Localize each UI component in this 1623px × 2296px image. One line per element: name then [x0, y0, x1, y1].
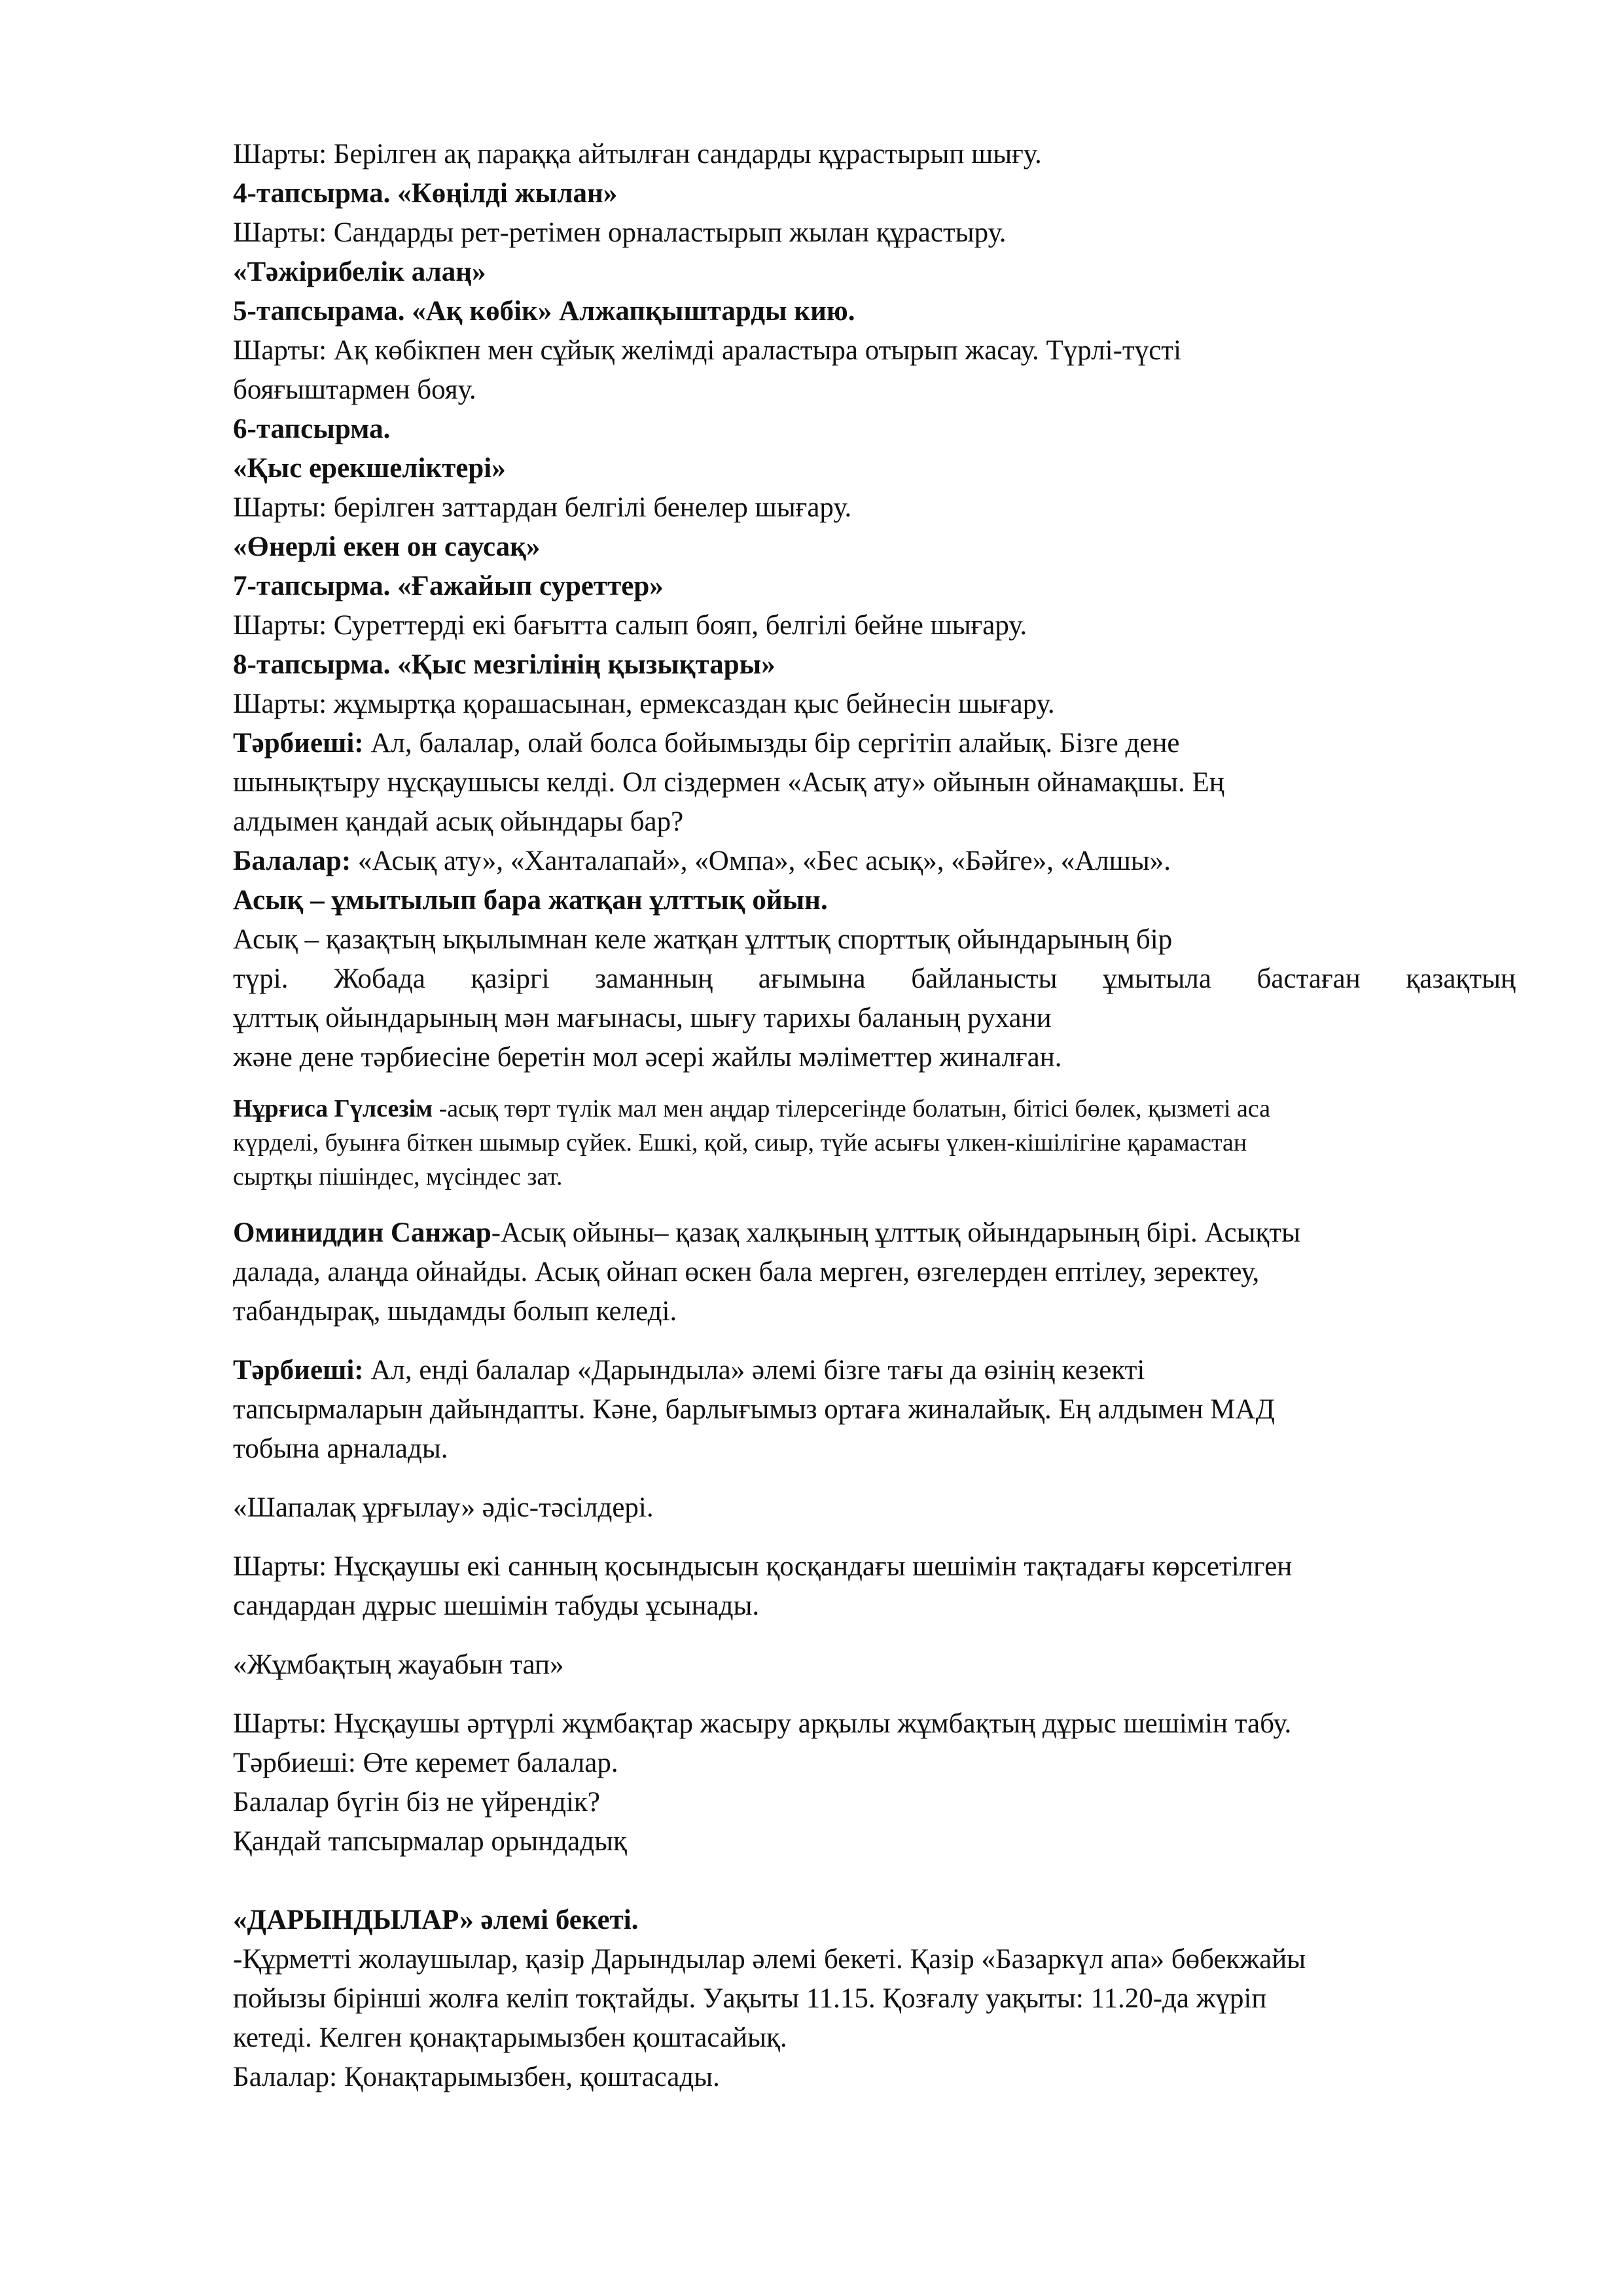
text-line: Балалар: Қонақтарымызбен, қоштасады. — [233, 2062, 720, 2092]
text-line: тапсырмаларын дайындапты. Кәне, барлығымыз ортаға жиналайық. Ең алдымен МАД — [233, 1394, 1275, 1425]
condition-paragraph — [233, 1547, 1516, 1626]
text-line: Шарты: жұмыртқа қорашасынан, ермексаздан қыс бейнесін шығару. — [233, 689, 1055, 719]
text-line: -Құрметті жолаушылар, қазір Дарындылар әлемі бекеті. Қазір «Базаркүл апа» бөбекжайы — [233, 1944, 1306, 1975]
text-line: Қандай тапсырмалар орындадық — [233, 1826, 627, 1857]
section-heading: «Өнерлі екен он саусақ» — [233, 531, 541, 562]
text-line: күрделі, буынға біткен шымыр сүйек. Ешкі, қой, сиыр, түйе асығы үлкен-кішілігіне қарамастан — [233, 1129, 1247, 1157]
task-heading: 5-тапсырама. «Ақ көбік» Алжапқыштарды кию. — [233, 296, 855, 327]
text-line: Тәрбиеші: Өте керемет балалар. — [233, 1748, 618, 1778]
text-line: Шарты: Суреттерді екі бағытта салып бояп, белгілі бейне шығару. — [233, 610, 1027, 641]
text-line: далада, алаңда ойнайды. Асық ойнап өскен бала мерген, өзгелерден ептілеу, зеректеу, — [233, 1257, 1260, 1287]
document-body — [233, 135, 1516, 2097]
method-title: «Шапалақ ұрғылау» әдіс-тәсілдері. — [233, 1492, 654, 1523]
text-line: Шарты: Берілген ақ параққа айтылған сандарды құрастырып шығу. — [233, 139, 1042, 170]
text-line: кетеді. Келген қонақтарымызбен қоштасайық. — [233, 2022, 787, 2053]
text-line: Шарты: берілген заттардан белгілі бенелер шығару. — [233, 492, 852, 523]
teacher-paragraph — [233, 1351, 1516, 1469]
text-line: Шарты: Нұсқаушы екі санның қосындысын қосқандағы шешімін тақтадағы көрсетілген — [233, 1551, 1293, 1582]
section-heading: «Қыс ерекшеліктері» — [233, 453, 506, 484]
task-heading: 6-тапсырма. — [233, 414, 391, 444]
task-heading: 4-тапсырма. «Көңілді жылан» — [233, 178, 618, 209]
speech-text: Ал, балалар, олай болса бойымызды бір сергітіп алайық. Бізге дене — [363, 728, 1180, 759]
text-line: пойызы бірінші жолға келіп тоқтайды. Уақыты 11.15. Қозғалу уақыты: 11.20-да жүріп — [233, 1983, 1267, 2014]
text-line: және дене тәрбиесіне беретін мол әсері жайлы мәліметтер жиналған. — [233, 1042, 1062, 1073]
station-heading: «ДАРЫНДЫЛАР» әлемі бекеті. — [233, 1905, 639, 1935]
task-heading: 7-тапсырма. «Ғажайып суреттер» — [233, 571, 664, 601]
text-line: Оминиддин Санжар-Асық ойыны– қазақ халқының ұлттық ойындарының бірі. Асықты — [233, 1217, 1301, 1248]
text-line: Асық – қазақтың ықылымнан келе жатқан ұлттық спорттық ойындарының бір — [233, 924, 1173, 955]
speaker-name: Нұрғиса Гүлсезім — [233, 1095, 433, 1122]
text-line: табандырақ, шыдамды болып келеді. — [233, 1296, 677, 1327]
text-line: тобына арналады. — [233, 1433, 448, 1464]
text-line: Нұрғиса Гүлсезім -асық төрт түлік мал мен аңдар тілерсегінде болатын, бітісі бөлек, қызметі аса — [233, 1095, 1271, 1122]
speaker-label: Тәрбиеші: — [233, 1355, 364, 1386]
text-line: сыртқы пішіндес, мүсіндес зат. — [233, 1163, 563, 1191]
text-line: Шарты: Ақ көбікпен мен сұйық желімді араластыра отырып жасау. Түрлі-түсті — [233, 335, 1182, 366]
text-line: алдымен қандай асық ойындары бар? — [233, 806, 684, 837]
speaker-label: Балалар: — [233, 846, 351, 876]
ominiddin-paragraph — [233, 1213, 1516, 1331]
text-line: сандардан дұрыс шешімін табуды ұсынады. — [233, 1590, 760, 1621]
riddle-title: «Жұмбақтың жауабын тап» — [233, 1649, 564, 1680]
teacher-line — [233, 724, 1516, 763]
section-heading: «Тәжірибелік алаң» — [233, 257, 486, 287]
speaker-name: Оминиддин Санжар — [233, 1217, 491, 1248]
station-section — [233, 1901, 1516, 2097]
speaker-label: Тәрбиеші: — [233, 728, 364, 759]
speech-text: «Асық ату», «Ханталапай», «Омпа», «Бес асық», «Бәйге», «Алшы». — [351, 846, 1171, 876]
closing-paragraph — [233, 1704, 1516, 1861]
asyq-heading: Асық – ұмытылып бара жатқан ұлттық ойын. — [233, 885, 828, 916]
nurgisa-paragraph — [233, 1092, 1516, 1194]
text-line: Балалар бүгін біз не үйрендік? — [233, 1787, 600, 1818]
task-heading: 8-тапсырма. «Қыс мезгілінің қызықтары» — [233, 649, 776, 680]
text-line: Шарты: Сандарды рет-ретімен орналастырып жылан құрастыру. — [233, 217, 1007, 248]
text-line: түрі. Жобада қазіргі заманның ағымына байланысты ұмытыла бастаған қазақтың — [233, 963, 1516, 994]
text-line: ұлттық ойындарының мән мағынасы, шығу тарихы баланың рухани — [233, 1003, 1052, 1033]
children-line — [233, 842, 1516, 881]
text-line: шынықтыру нұсқаушысы келді. Ол сіздермен «Асық ату» ойынын ойнамақшы. Ең — [233, 767, 1224, 798]
text-line: Шарты: Нұсқаушы әртүрлі жұмбақтар жасыру арқылы жұмбақтың дұрыс шешімін табу. — [233, 1708, 1292, 1739]
teacher-line: Тәрбиеші: Ал, енді балалар «Дарындыла» әлемі бізге тағы да өзінің кезекті — [233, 1355, 1145, 1386]
text-line: бояғыштармен бояу. — [233, 374, 476, 405]
